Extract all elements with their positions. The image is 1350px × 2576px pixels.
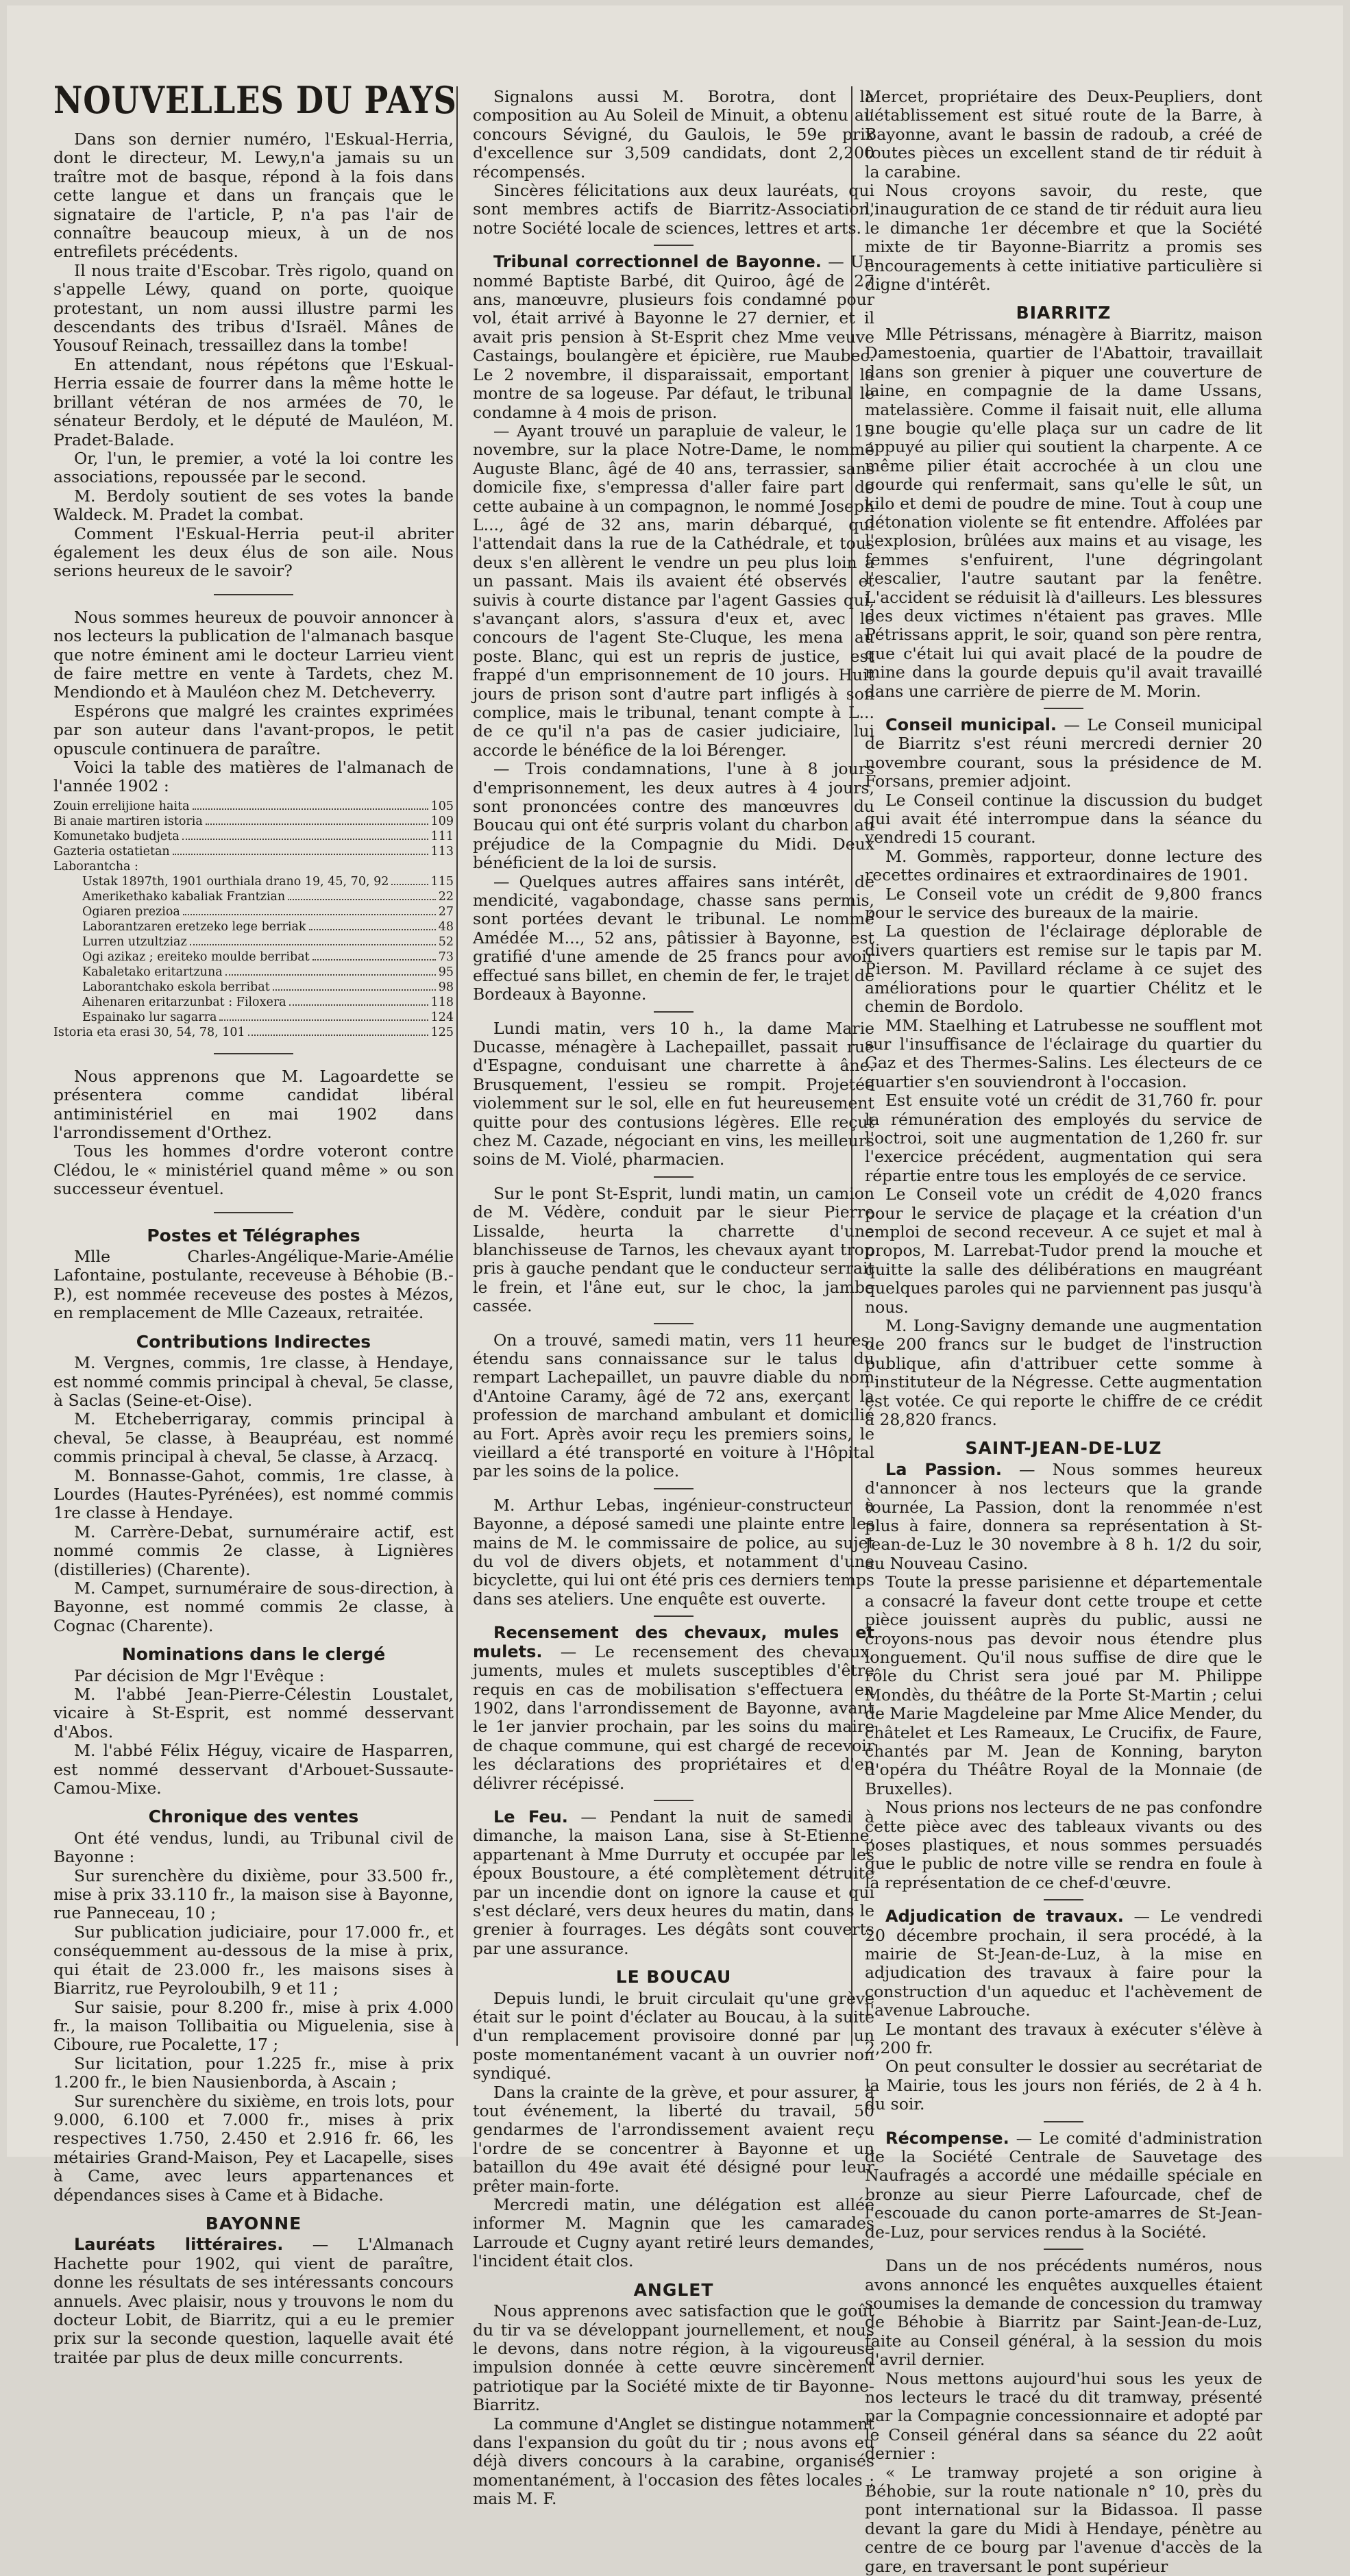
toc-leader (173, 844, 428, 855)
table-of-contents (53, 799, 454, 1040)
section-divider (53, 1199, 454, 1226)
toc-title: Bi anaie martiren istoria (53, 814, 203, 828)
toc-row (53, 934, 454, 950)
toc-page-number: 118 (430, 995, 454, 1009)
toc-title: Espainako lur sagarra (82, 1010, 217, 1024)
toc-page-number: 111 (430, 829, 454, 843)
adjudication-text: — Le vendredi 20 décembre prochain, il sera procédé, à la mairie de St-Jean-de-Luz, à la mise en adjudication des travaux à faire pour la construction d'un aqueduc et l'achèvement de l'avenue Labrouche. (865, 1907, 1262, 2020)
toc-title: Istoria eta erasi 30, 54, 78, 101 (53, 1025, 245, 1039)
toc-page-number: 115 (430, 874, 454, 889)
toc-page-number: 22 (438, 889, 454, 904)
section-divider (865, 2114, 1262, 2129)
toc-title: Aihenaren eritarzunbat : Filoxera (82, 995, 286, 1009)
lagoardette-paragraph: Nous apprenons que M. Lagoardette se présentera comme candidat libéral antiministériel en mai 1902 dans l'arrondissement d'Orthez. (53, 1066, 454, 1143)
recompense-paragraph (865, 2129, 1262, 2242)
intro-paragraph: Or, l'un, le premier, a voté la loi contre les associations, repoussée par le second. (53, 448, 454, 487)
recensement-paragraph (473, 1624, 874, 1793)
ventes-paragraph: Sur saisie, pour 8.200 fr., mise à prix 4.000 fr., la maison Tollibaitia ou Miguelenia, sise à Ciboure, rue Pocalette, 17 ; (53, 1997, 454, 2055)
conseil-text: — Le Conseil municipal de Biarritz s'est réuni mercredi dernier 20 novembre courant, sous la présidence de M. Forsans, premier adjoint. (865, 715, 1262, 791)
toc-leader (190, 934, 436, 945)
conseil-lead: Conseil municipal. (885, 715, 1057, 734)
conseil-paragraph: La question de l'éclairage déplorable de divers quartiers est remise sur le tapis par M. Pierson. M. Pavillard réclame à ce sujet des améliorations pour le quartier Chélitz et le chemin de Bordolo. (865, 921, 1262, 1017)
section-heading-postes: Postes et Télégraphes (147, 1225, 360, 1246)
adjudication-paragraph (865, 1907, 1262, 2020)
section-divider (473, 1316, 874, 1331)
toc-title: Ogi azikaz ; ereiteko moulde berribat (82, 950, 310, 964)
toc-leader (219, 1010, 428, 1021)
feu-lead: Le Feu. (493, 1807, 568, 1826)
ducasse-paragraph: Lundi matin, vers 10 h., la dame Marie Ducasse, ménagère à Lachepaillet, passait rue d'Espagne, conduisant une charrette à âne. Brusquement, l'essieu se rompit. Projetée violemment sur le sol, elle en fut heureusement quitte pour des contusions légères. Elle reçut chez M. Cazade, négociant en vins, les meilleurs soins de M. Violé, pharmacien. (473, 1018, 874, 1169)
column-2 (473, 87, 875, 2509)
toc-row (53, 829, 454, 844)
passion-paragraph (865, 1461, 1262, 1573)
boucau-paragraph: Mercredi matin, une délégation est allée informer M. Magnin que les camarades Larroude et Cugny ayant retiré leurs demandes, l'incident était clos. (473, 2195, 874, 2271)
toc-leader (309, 919, 436, 930)
postes-paragraph: Mlle Charles-Angélique-Marie-Amélie Lafontaine, postulante, receveuse à Béhobie (B.-P.), est nommée receveuse des postes à Mézos, en remplacement de Mlle Cazeaux, retraitée. (53, 1247, 454, 1323)
toc-title: Laborantzaren eretzeko lege berriak (82, 919, 306, 934)
anglet-paragraph: La commune d'Anglet se distingue notamment dans l'expansion du goût du tir ; nous avons eu déjà divers concours à la carabine, organisés momentanément, à l'occasion des fêtes locales ; mais M. F. (473, 2414, 874, 2509)
toc-title: Gazteria ostatietan (53, 844, 170, 858)
toc-leader (225, 965, 436, 976)
newspaper-page (7, 5, 1343, 2576)
toc-page-number: 73 (438, 950, 454, 964)
nomin-paragraph: M. l'abbé Félix Héguy, vicaire de Hasparren, est nommé desservant d'Arbouet-Sussaute-Camou-Mixe. (53, 1741, 454, 1798)
section-divider (473, 1481, 874, 1496)
toc-page-number: 113 (430, 844, 454, 858)
section-divider (865, 1892, 1262, 1907)
section-divider (473, 1609, 874, 1624)
section-divider (53, 1040, 454, 1067)
recompense-text: — Le comité d'administration de la Société Centrale de Sauvetage des Naufragés a accordé une médaille spéciale en bronze au sieur Pierre Lafourcade, chef de l'escouade du canon porte-amarres de St-Jean-de-Luz, pour services rendus à la Société. (865, 2128, 1262, 2242)
section-heading-biarritz: BIARRITZ (1016, 303, 1112, 323)
section-heading-nominations: Nominations dans le clergé (121, 1644, 386, 1665)
toc-row (53, 1025, 454, 1040)
borotra-paragraph: Sincères félicitations aux deux lauréats, qui sont membres actifs de Biarritz-Association, notre Société locale de sciences, lettres et arts. (473, 181, 874, 238)
intro-paragraph: Comment l'Eskual-Herria peut-il abriter également les deux élus de son aile. Nous serions heureux de le savoir? (53, 523, 454, 581)
column-3 (865, 87, 1262, 2576)
contrib-paragraph: M. Bonnasse-Gahot, commis, 1re classe, à Lourdes (Hautes-Pyrénées), est nommé commis 1re classe à Hendaye. (53, 1465, 454, 1523)
boucau-paragraph: Dans la crainte de la grève, et pour assurer, à tout événement, la liberté du travail, 50 gendarmes de l'arrondissement avaient reçu l'ordre de se concentrer à Bayonne et un bataillon du 49e avait été désigné pour leur prêter main-forte. (473, 2082, 874, 2196)
adjudication-lead: Adjudication de travaux. (885, 1907, 1124, 1927)
ventes-paragraph: Ont été vendus, lundi, au Tribunal civil de Bayonne : (53, 1828, 454, 1867)
ventes-paragraph: Sur licitation, pour 1.225 fr., mise à prix 1.200 fr., le bien Nausienborda, à Ascain ; (53, 2053, 454, 2092)
laureats-text: — L'Almanach Hachette pour 1902, qui vient de paraître, donne les résultats de ses intéressants concours annuels. Avec plaisir, nous y trouvons le nom du docteur Lobit, de Biarritz, qui a eu le premier prix sur la seconde question, laquelle avait été traitée par plus de deux mille concurrents. (53, 2235, 454, 2367)
laureats-paragraph (53, 2236, 454, 2367)
toc-row (53, 799, 454, 814)
toc-leader (183, 904, 436, 915)
toc-page-number: 52 (438, 934, 454, 949)
toc-page-number: 105 (430, 799, 454, 813)
tramway-paragraph: Nous mettons aujourd'hui sous les yeux de nos lecteurs le tracé du dit tramway, présenté par la Compagnie concessionnaire et adopté par le Conseil général dans sa séance du 22 août dernier : (865, 2368, 1262, 2464)
tribunal-paragraph (473, 253, 874, 422)
conseil-paragraph: Le Conseil vote un crédit de 4,020 francs pour le service de plaçage et la création d'un emploi de second receveur. A ce sujet et mal à propos, M. Larrebat-Tudor prend la mouche et quitte la salle des délibérations en maugréant quelques paroles qui ne parviennent pas jusqu'à nous. (865, 1185, 1262, 1317)
feu-paragraph (473, 1808, 874, 1958)
ventes-paragraph: Sur publication judiciaire, pour 17.000 fr., et conséquemment au-dessous de la mise à prix, qui était de 23.000 fr., les maisons sises à Biarritz, rue Peyroloubilh, 9 et 11 ; (53, 1922, 454, 1998)
toc-leader (289, 995, 428, 1006)
recompense-lead: Récompense. (885, 2128, 1009, 2148)
nomin-paragraph: M. l'abbé Jean-Pierre-Célestin Loustalet, vicaire à St-Esprit, est nommé desservant d'Abos. (53, 1685, 454, 1742)
intro-paragraph: Il nous traite d'Escobar. Très rigolo, quand on s'appelle Léwy, quand on porte, quoique protestant, un nom aussi illustre parmi les descendants des tribus d'Israël. Mânes de Yousouf Reinach, tressaillez dans la tombe! (53, 260, 454, 356)
toc-title: Laborantchako eskola berribat (82, 980, 270, 994)
toc-title: Lurren utzultziaz (82, 934, 187, 949)
toc-page-number: 27 (438, 904, 454, 919)
laureats-lead: Lauréats littéraires. (74, 2235, 284, 2255)
toc-row (53, 1010, 454, 1025)
almanach-paragraph: Espérons que malgré les craintes exprimées par son auteur dans l'avant-propos, le petit opuscule continuera de paraître. (53, 701, 454, 758)
toc-row (53, 889, 454, 904)
borotra-paragraph: Signalons aussi M. Borotra, dont la composition au Au Soleil de Minuit, a obtenu au concours Sévigné, du Gaulois, le 59e prix d'excellence sur 3,509 candidats, dont 2,200 récompensés. (473, 87, 874, 182)
toc-leader (273, 980, 436, 991)
toc-title: Ogiaren prezioa (82, 904, 180, 919)
tribunal-text: — Un nommé Baptiste Barbé, dit Quiroo, âgé de 27 ans, manœuvre, plusieurs fois condamné pour vol, était arrivé à Bayonne le 27 dernier, et il avait pris pension à St-Esprit chez Mme veuve Castaings, boulangère et épicière, rue Maubec. Le 2 novembre, il disparaissait, emportant la montre de sa logeuse. Par défaut, le tribunal le condamne à 4 mois de prison. (473, 252, 874, 422)
section-heading-boucau: LE BOUCAU (615, 1967, 732, 1987)
toc-page-number: 109 (430, 814, 454, 828)
tribunal-lead: Tribunal correctionnel de Bayonne. (493, 252, 822, 272)
ventes-paragraph: Sur surenchère du dixième, pour 33.500 fr., mise à prix 33.110 fr., la maison sise à Bayonne, rue Panneceau, 10 ; (53, 1866, 454, 1923)
toc-leader (391, 874, 428, 885)
passion-paragraph: Nous prions nos lecteurs de ne pas confondre cette pièce avec des tableaux vivants ou des poses plastiques, et nous sommes persuadés que le public de notre ville se rendra en foule à la représentation de ce chef-d'œuvre. (865, 1798, 1262, 1892)
section-divider (473, 238, 874, 253)
section-divider (473, 1004, 874, 1019)
recensement-text: — Le recensement des chevaux, juments, mules et mulets susceptibles d'être requis en cas de mobilisation s'effectuera en 1902, dans l'arrondissement de Bayonne, avant le 1er janvier prochain, par les soins du maire de chaque commune, qui est chargé de recevoir les déclarations des propriétaires et d'en délivrer récépissé. (473, 1642, 874, 1793)
column-1 (53, 78, 457, 2367)
intro-paragraph: En attendant, nous répétons que l'Eskual-Herria essaie de fourrer dans la même hotte le brillant vétéran de nos armées de 70, le sénateur Berdoly, et le député de Mauléon, M. Pradet-Balade. (53, 354, 454, 449)
section-heading-bayonne: BAYONNE (205, 2213, 302, 2233)
toc-page-number: 48 (438, 919, 454, 934)
lagoardette-paragraph: Tous les hommes d'ordre voteront contre Clédou, le « ministériel quand même » ou son successeur éventuel. (53, 1141, 454, 1199)
tramway-paragraph: « Le tramway projeté a son origine à Béhobie, sur la route nationale n° 10, près du pont international sur la Bidassoa. Il passe devant la gare du Midi à Hendaye, pénètre au centre de ce bourg par l'avenue d'accès de la gare, en traversant le pont supérieur (865, 2462, 1262, 2576)
toc-page-number: 95 (438, 965, 454, 979)
toc-row (53, 814, 454, 829)
conseil-paragraph (865, 716, 1262, 791)
conseil-paragraph: Est ensuite voté un crédit de 31,760 fr. pour la rémunération des employés du service de l'octroi, soit une augmentation de 1,260 fr. sur l'exercice précédent, augmentation qui sera répartie entre tous les employés de ce service. (865, 1091, 1262, 1185)
section-divider (865, 701, 1262, 716)
toc-title: Kabaletako eritartzuna (82, 965, 223, 979)
recensement-lead: Recensement des chevaux, mules et mulets. (473, 1623, 874, 1661)
conseil-paragraph: M. Long-Savigny demande une augmentation de 200 francs sur le budget de l'instruction publique, afin d'attribuer cette somme à l'instituteur de la Négresse. Cette augmentation est votée. Ce qui reporte le chiffre de ce crédit à 28,820 francs. (865, 1316, 1262, 1430)
petrissans-paragraph: Mlle Pétrissans, ménagère à Biarritz, maison Damestoenia, quartier de l'Abattoir, travaillait dans son grenier à piquer une couverture de laine, en compagnie de la dame Ussans, matelassière. Comme il faisait nuit, elle alluma une bougie qu'elle plaça sur un cadre de lit appuyé au pilier qui soutient la charpente. A ce même pilier était accrochée à un clou une gourde qui renfermait, sans qu'elle le sût, un kilo et demi de poudre de mine. Tout à coup une détonation violente se fit entendre. Affolées par l'explosion, brûlées aux mains et au visage, les femmes s'enfuirent, l'une dégringolant l'escalier, l'autre sautant par la fenêtre. L'accident se réduisit là d'ailleurs. Les blessures des deux victimes n'étaient pas graves. Mlle Pétrissans apprit, le soir, quand son père rentra, que c'était lui qui avait placé de la poudre de mine dans la gourde depuis qu'il avait travaillé dans une carrière de pierre de M. Morin. (865, 324, 1262, 701)
toc-title: Zouin errelijione haita (53, 799, 190, 813)
toc-leader (288, 889, 436, 900)
conseil-paragraph: Le Conseil vote un crédit de 9,800 francs pour le service des bureaux de la mairie. (865, 884, 1262, 923)
toc-title: Amerikethako kabaliak Frantzian (82, 889, 286, 904)
almanach-paragraph: Nous sommes heureux de pouvoir annoncer à nos lecteurs la publication de l'almanach basque que notre éminent ami le docteur Larrieu vient de faire mettre en vente à Tardets, chez M. Mendiondo et à Mauléon chez M. Detcheverry. (53, 607, 454, 702)
tribunal-paragraph: — Ayant trouvé un parapluie de valeur, le 15 novembre, sur la place Notre-Dame, le nommé Auguste Blanc, âgé de 40 ans, terrassier, sans domicile fixe, s'empressa d'aller faire part de cette aubaine à un compagnon, le nommé Joseph L..., âgé de 32 ans, marin débarqué, qui l'attendait dans la rue de la Cathédrale, et tous deux s'en allèrent le vendre un peu plus loin à un passant. Mais ils avaient été observés et suivis à courte distance par l'agent Gassies qui, s'avançant alors, s'assura d'eux et, avec le concours de l'agent Ste-Cluque, les mena au poste. Blanc, qui est un repris de justice, est frappé d'un emprisonnement de 10 jours. Huit jours de prison sont d'autre part infligés à son complice, mais le tribunal, tenant compte à L... de ce qu'il n'a pas de casier judiciaire, lui accorde le bénéfice de la loi Bérenger. (473, 421, 874, 760)
toc-title: Laborantcha : (53, 859, 138, 874)
conseil-paragraph: M. Gommès, rapporteur, donne lecture des recettes ordinaires et extraordinaires de 1901. (865, 846, 1262, 885)
section-heading-ventes: Chronique des ventes (148, 1807, 359, 1827)
toc-row (53, 995, 454, 1010)
passion-text: — Nous sommes heureux d'annoncer à nos lecteurs que la grande tournée, La Passion, dont la renommée n'est plus à faire, donnera sa représentation à St-Jean-de-Luz le 30 novembre à 8 h. 1/2 du soir, au Nouveau Casino. (865, 1459, 1262, 1573)
tribunal-paragraph: — Trois condamnations, l'une à 8 jours d'emprisonnement, les deux autres à 4 jours, sont prononcées contre des manœuvres du Boucau qui ont été surpris volant du charbon au préjudice de la Compagnie du Midi. Deux bénéficient de la loi de sursis. (473, 759, 874, 873)
toc-row (53, 965, 454, 980)
tribunal-paragraph: — Quelques autres affaires sans intérêt, de mendicité, vagabondage, chasse sans permis, sont portées devant le tribunal. Le nommé Amédée M..., 52 ans, pâtissier à Bayonne, est gratifié d'une amende de 25 francs pour avoir effectué sans billet, en chemin de fer, le trajet de Bordeaux à Bayonne. (473, 871, 874, 1004)
almanach-paragraph: Voici la table des matières de l'almanach de l'année 1902 : (53, 758, 454, 796)
tramway-paragraph: Dans un de nos précédents numéros, nous avons annoncé les enquêtes auxquelles étaient soumises la demande de concession du tramway de Béhobie à Biarritz par Saint-Jean-de-Luz, faite au Conseil général, à la session du mois d'avril dernier. (865, 2256, 1262, 2370)
contrib-paragraph: M. Vergnes, commis, 1re classe, à Hendaye, est nommé commis principal à cheval, 5e classe, à Saclas (Seine-et-Oise). (53, 1353, 454, 1410)
section-heading-anglet: ANGLET (633, 2279, 714, 2300)
passion-lead: La Passion. (885, 1459, 1003, 1479)
toc-row (53, 904, 454, 919)
section-heading-saint-jean-de-luz: SAINT-JEAN-DE-LUZ (965, 1438, 1162, 1459)
toc-row (53, 950, 454, 965)
toc-leader (182, 829, 428, 840)
toc-leader (193, 799, 428, 810)
nomin-paragraph: Par décision de Mgr l'Evêque : (74, 1665, 325, 1685)
adjudication-paragraph: Le montant des travaux à exécuter s'élève à 2,200 fr. (865, 2019, 1262, 2058)
toc-row (53, 844, 454, 859)
intro-paragraph: Dans son dernier numéro, l'Eskual-Herria, dont le directeur, M. Lewy,n'a jamais su un traître mot de basque, répond à la fois dans cette langue et dans un français que le signataire de l'article, P, n'a pas l'air de connaître beaucoup mieux, à un de nos entrefilets précédents. (53, 129, 454, 262)
passion-paragraph: Toute la presse parisienne et départementale a consacré la faveur dont cette troupe et cette pièce jouissent auprès du public, aussi ne croyons-nous pas devoir nous étendre plus longuement. Qu'il nous suffise de dire que le rôle du Christ sera joué par M. Philippe Mondès, du théâtre de la Porte St-Martin ; celui de Marie Magdeleine par Mme Alice Mender, du châtelet et Les Rameaux, Le Crucifix, de Faure, chantés par M. Jean de Konning, baryton d'opéra du Théâtre Royal de la Monnaie (de Bruxelles). (865, 1572, 1262, 1798)
conseil-paragraph: MM. Staelhing et Latrubesse ne soufflent mot sur l'insuffisance de l'éclairage du quartier du Gaz et des Thermes-Salins. Les électeurs de ce quartier s'en souviendront à l'occasion. (865, 1015, 1262, 1091)
intro-paragraph: M. Berdoly soutient de ses votes la bande Waldeck. M. Pradet la combat. (53, 486, 454, 525)
page-title: NOUVELLES DU PAYS (53, 78, 457, 122)
toc-page-number: 124 (430, 1010, 454, 1024)
section-divider (473, 1793, 874, 1808)
toc-leader (248, 1025, 428, 1036)
toc-page-number: 98 (438, 980, 454, 994)
toc-row (53, 874, 454, 889)
anglet-paragraph: Nous apprenons avec satisfaction que le goût du tir va se développant journellement, et nous le devons, dans notre région, à la vigoureuse impulsion donnée à cette œuvre sincèrement patriotique par la Société mixte de tir Bayonne-Biarritz. (473, 2301, 874, 2415)
lebas-paragraph: M. Arthur Lebas, ingénieur-constructeur à Bayonne, a déposé samedi une plainte entre les mains de M. le commissaire de police, au sujet du vol de divers objets, et notamment d'une bicyclette, qui lui ont été pris ces derniers temps dans ses ateliers. Une enquête est ouverte. (473, 1495, 874, 1609)
section-divider (473, 1169, 874, 1185)
feu-text: — Pendant la nuit de samedi à dimanche, la maison Lana, sise à St-Etienne, appartenant à Mme Durruty et occupée par les époux Boustoure, a été complètement détruite par un incendie dont on ignore la cause et qui s'est déclaré, vers deux heures du matin, dans le grenier à fourrages. Les dégâts sont couverts par une assurance. (473, 1807, 875, 1958)
mercet-paragraph: Nous croyons savoir, du reste, que l'inauguration de ce stand de tir réduit aura lieu le dimanche 1er décembre et que la Société mixte de tir Bayonne-Biarritz a promis ses encouragements à cette initiative particulière si digne d'intérêt. (865, 181, 1262, 295)
section-divider (865, 2242, 1262, 2257)
toc-leader (312, 950, 436, 961)
mercet-paragraph: Mercet, propriétaire des Deux-Peupliers, dont l'établissement est situé route de la Barre, à Bayonne, avant le bassin de radoub, a créé de toutes pièces un excellent stand de tir réduit à la carabine. (865, 87, 1262, 182)
column-rule-left (456, 86, 458, 2046)
adjudication-paragraph: On peut consulter le dossier au secrétariat de la Mairie, tous les jours non fériés, de 2 à 4 h. du soir. (865, 2057, 1262, 2114)
toc-page-number: 125 (430, 1025, 454, 1039)
toc-row (53, 919, 454, 934)
lissalde-paragraph: Sur le pont St-Esprit, lundi matin, un camion de M. Védère, conduit par le sieur Pierre Lissalde, heurta la charrette d'une blanchisseuse de Tarnos, les chevaux ayant trop pris à gauche pendant que le conducteur serrait le frein, et l'âne eut, sur le choc, la jambe cassée. (473, 1183, 874, 1316)
contrib-paragraph: M. Carrère-Debat, surnuméraire actif, est nommé commis 2e classe, à Lignières (distilleries) (Charente). (53, 1522, 454, 1579)
section-heading-contributions: Contributions Indirectes (136, 1331, 371, 1352)
conseil-paragraph: Le Conseil continue la discussion du budget qui avait été interrompue dans la séance du vendredi 15 courant. (865, 790, 1262, 847)
contrib-paragraph: M. Campet, surnuméraire de sous-direction, à Bayonne, est nommé commis 2e classe, à Cognac (Charente). (53, 1578, 454, 1635)
section-divider (53, 581, 454, 608)
toc-leader (206, 814, 428, 825)
toc-title: Komunetako budjeta (53, 829, 180, 843)
toc-row (53, 859, 454, 874)
toc-row (53, 980, 454, 995)
toc-title: Ustak 1897th, 1901 ourthiala drano 19, 45, 70, 92 (82, 874, 389, 889)
ventes-paragraph: Sur surenchère du sixième, en trois lots, pour 9.000, 6.100 et 7.000 fr., mises à prix respectives 1.750, 2.450 et 2.916 fr. 66, les métairies Grand-Maison, Pey et Lacapelle, sises à Came, avec leurs appartenances et dépendances sises à Came et à Bidache. (53, 2091, 454, 2205)
boucau-paragraph: Depuis lundi, le bruit circulait qu'une grève était sur le point d'éclater au Boucau, à la suite d'un remplacement provisoire donné par un poste momentanément vacant à un ouvrier non syndiqué. (473, 1988, 874, 2083)
caramy-paragraph: On a trouvé, samedi matin, vers 11 heures, étendu sans connaissance sur le talus du rempart Lachepaillet, un pauvre diable du nom d'Antoine Caramy, âgé de 72 ans, exerçant la profession de marchand ambulant et domicilié au Fort. Après avoir reçu les premiers soins, le vieillard a été transporté en voiture à l'Hôpital par les soins de la police. (473, 1330, 874, 1481)
contrib-paragraph: M. Etcheberrigaray, commis principal à cheval, 5e classe, à Beaupréau, est nommé commis principal à cheval, 5e classe, à Arzacq. (53, 1409, 454, 1467)
